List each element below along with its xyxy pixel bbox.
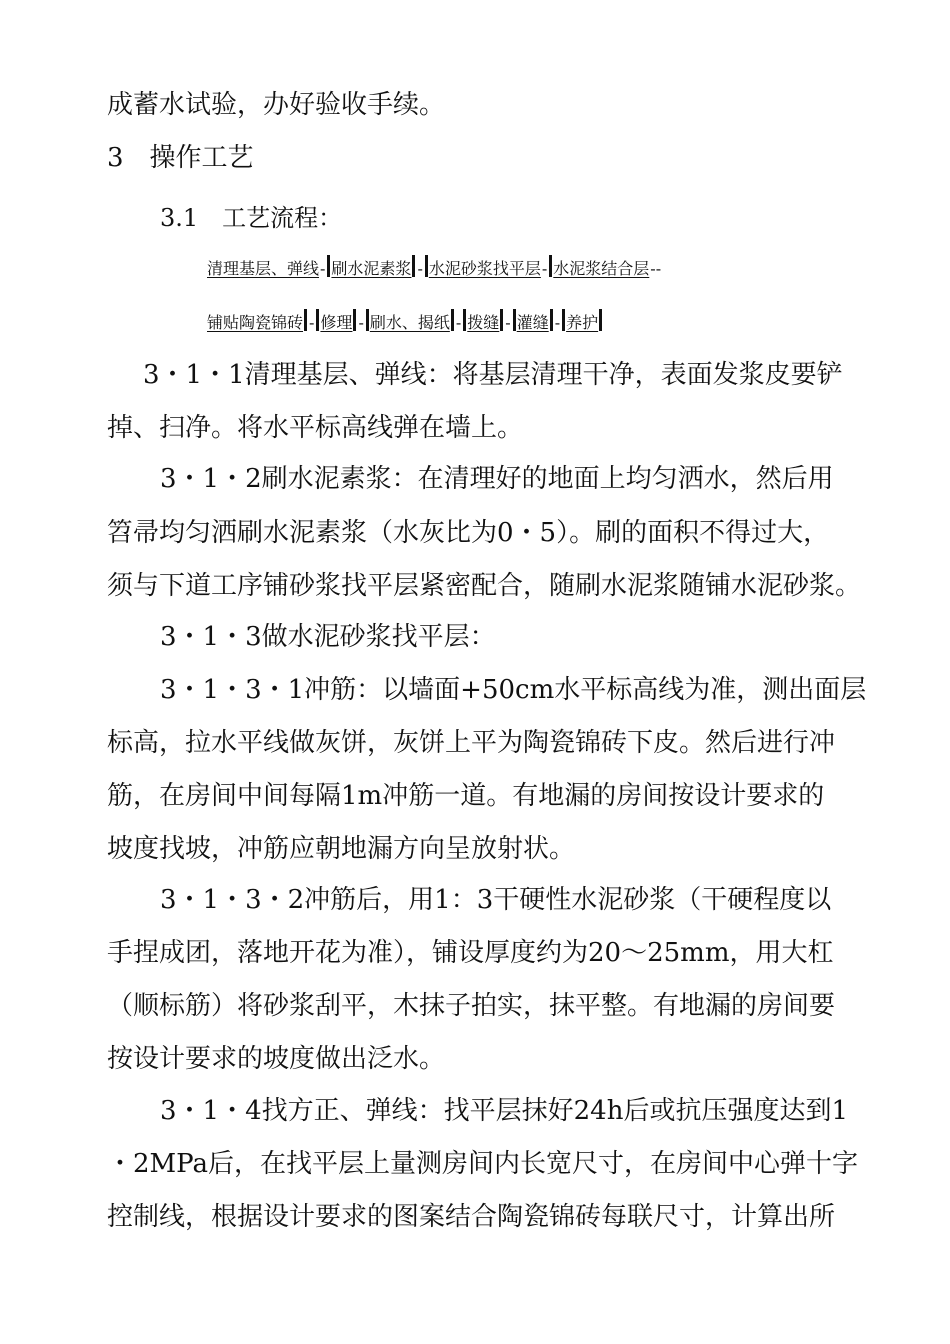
flow-bar-icon [599, 309, 602, 331]
flow-step: 刷水、揭纸 [369, 313, 450, 332]
flow-bar-icon [500, 309, 503, 331]
paragraph-line: 成蓄水试验，办好验收手续。 [107, 90, 446, 120]
flow-bar-icon [513, 309, 516, 331]
paragraph-line: 掉、扫净。将水平标高线弹在墙上。 [107, 413, 524, 443]
paragraph-line: 3・1・4找方正、弹线：找平层抹好24h后或抗压强度达到1 [160, 1096, 848, 1126]
flow-bar-icon [549, 255, 552, 277]
paragraph-line: 手捏成团，落地开花为准），铺设厚度约为20～25mm，用大杠 [107, 938, 834, 968]
flow-step: 水泥砂浆找平层 [428, 259, 541, 278]
paragraph-line: 标高，拉水平线做灰饼，灰饼上平为陶瓷锦砖下皮。然后进行冲 [107, 728, 836, 758]
flow-separator: - [541, 259, 548, 278]
subsection-heading: 3.1 工艺流程： [160, 204, 343, 232]
flow-bar-icon [316, 309, 319, 331]
flow-step: 水泥浆结合层 [553, 259, 650, 278]
flow-step: 灌缝 [516, 313, 549, 332]
flow-bar-icon [550, 309, 553, 331]
paragraph-line: 3・1・3・1冲筋：以墙面+50cm水平标高线为准，测出面层 [160, 675, 867, 705]
paragraph-line: （顺标筋）将砂浆刮平，木抹子拍实，抹平整。有地漏的房间要 [107, 991, 836, 1021]
paragraph-line: 3・1・1清理基层、弹线：将基层清理干净，表面发浆皮要铲 [143, 360, 843, 390]
flow-bar-icon [562, 309, 565, 331]
paragraph-line: 控制线，根据设计要求的图案结合陶瓷锦砖每联尺寸，计算出所 [107, 1202, 836, 1232]
section-heading: 3 操作工艺 [107, 143, 254, 173]
paragraph-line: 须与下道工序铺砂浆找平层紧密配合，随刷水泥浆随铺水泥砂浆。 [107, 571, 862, 601]
flow-step: 修理 [320, 313, 353, 332]
paragraph-line: 3・1・3・2冲筋后，用1：3干硬性水泥砂浆（干硬程度以 [160, 885, 832, 915]
process-flow-row-2 [207, 309, 603, 331]
paragraph-line: 按设计要求的坡度做出泛水。 [107, 1044, 446, 1074]
flow-bar-icon [412, 255, 415, 277]
flow-separator: -- [650, 259, 662, 278]
flow-separator: - [554, 313, 561, 332]
flow-separator: - [505, 313, 511, 332]
flow-bar-icon [451, 309, 454, 331]
flow-bar-icon [304, 309, 307, 331]
paragraph-line: 筋，在房间中间每隔1m冲筋一道。有地漏的房间按设计要求的 [107, 781, 825, 811]
flow-step: 养护 [566, 313, 599, 332]
flow-step: 铺贴陶瓷锦砖 [207, 313, 304, 332]
flow-step: 拨缝 [467, 313, 500, 332]
paragraph-line: 3・1・2刷水泥素浆：在清理好的地面上均匀洒水，然后用 [160, 464, 834, 494]
paragraph-line: ・2MPa后，在找平层上量测房间内长宽尺寸，在房间中心弹十字 [107, 1149, 858, 1179]
flow-separator: - [417, 259, 423, 278]
paragraph-line: 笤帚均匀洒刷水泥素浆（水灰比为0・5）。刷的面积不得过大， [107, 518, 830, 548]
flow-step: 刷水泥素浆 [331, 259, 412, 278]
process-flow-row-1 [207, 255, 662, 277]
flow-separator: - [358, 313, 364, 332]
flow-bar-icon [366, 309, 369, 331]
paragraph-line: 坡度找坡，冲筋应朝地漏方向呈放射状。 [107, 834, 576, 864]
paragraph-line: 3・1・3做水泥砂浆找平层： [160, 622, 496, 652]
flow-separator: - [320, 259, 326, 278]
flow-bar-icon [425, 255, 428, 277]
flow-bar-icon [353, 309, 356, 331]
flow-bar-icon [327, 255, 330, 277]
flow-bar-icon [463, 309, 466, 331]
flow-step: 清理基层、弹线 [207, 259, 320, 278]
flow-separator: - [309, 313, 315, 332]
flow-separator: - [455, 313, 462, 332]
